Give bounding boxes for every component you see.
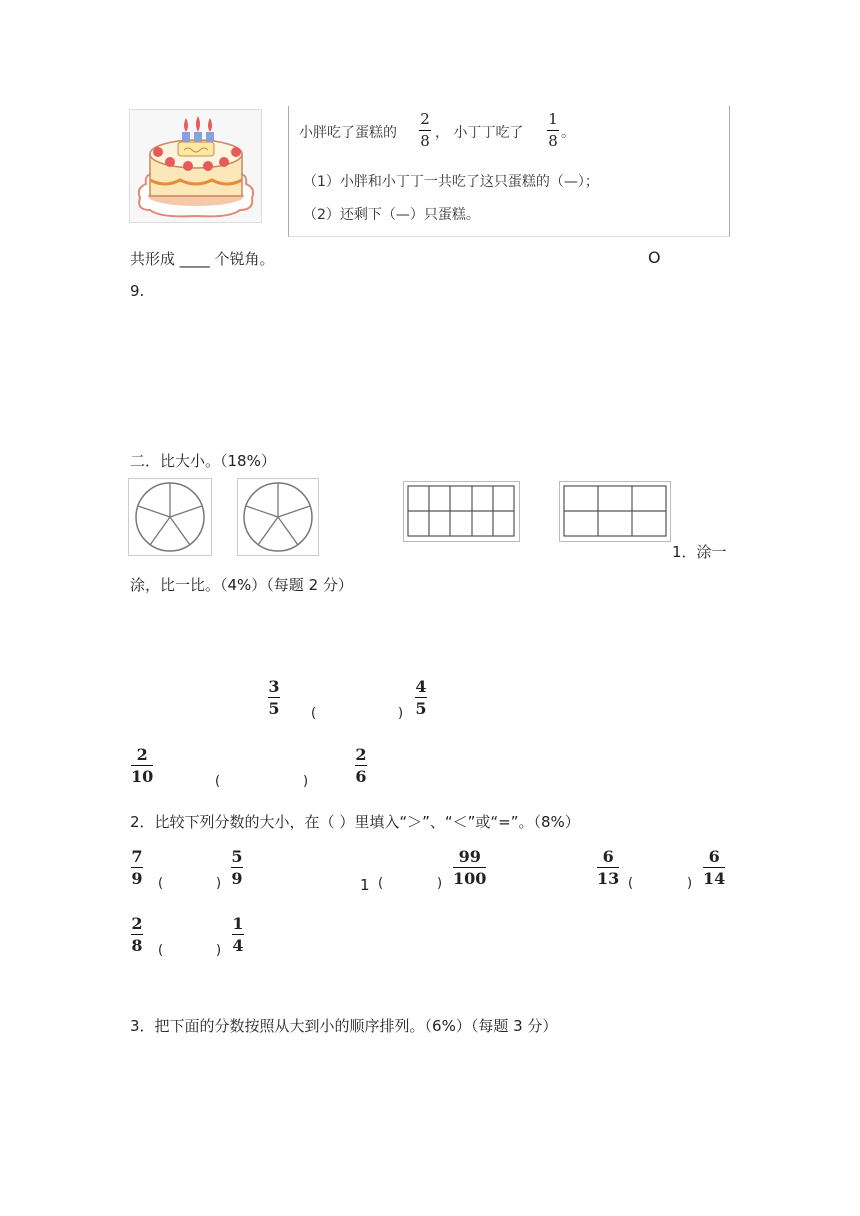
numerator: 2 <box>355 745 367 764</box>
intro-text-b: ， 小丁丁吃了 <box>435 125 524 141</box>
denominator: 8 <box>131 936 143 955</box>
fraction-2-6 <box>355 746 367 785</box>
denominator: 13 <box>597 869 620 888</box>
denominator: 9 <box>131 869 143 888</box>
answer-paren-open: ( <box>158 943 164 958</box>
denominator: 14 <box>703 869 726 888</box>
numerator: 2 <box>420 110 430 128</box>
cake-image <box>129 109 262 223</box>
fraction-4-5 <box>415 678 427 717</box>
problem-intro <box>299 122 397 142</box>
fraction-1-4 <box>232 915 244 954</box>
denominator: 5 <box>415 699 427 718</box>
denominator: 8 <box>420 132 430 150</box>
answer-paren-close: ) <box>303 774 309 789</box>
grid-figure-6 <box>559 481 671 542</box>
fraction-6-14 <box>703 848 725 887</box>
cake-problem-box <box>288 106 730 237</box>
acute-angle-line: 共形成 ____ 个锐角。 <box>130 250 275 268</box>
numerator: 6 <box>602 847 614 866</box>
question-1-label: 1．涂一 <box>672 543 727 561</box>
grid-figure-10 <box>403 481 520 542</box>
question-1-continued: 涂，比一比。（4%）（每题 2 分） <box>130 576 353 594</box>
fraction-1-8 <box>547 111 559 150</box>
answer-paren-open: ( <box>378 876 384 891</box>
numerator: 2 <box>131 914 143 933</box>
pie-figure-1 <box>128 478 212 556</box>
fraction-7-9 <box>131 848 143 887</box>
numerator: 6 <box>708 847 720 866</box>
integer-one: 1 <box>360 876 370 894</box>
fraction-2-10 <box>131 746 153 785</box>
section-2-title: 二．比大小。（18%） <box>130 452 276 470</box>
fraction-3-5 <box>268 678 280 717</box>
denominator: 9 <box>231 869 243 888</box>
numerator: 4 <box>415 677 427 696</box>
subquestion-1: （1）小胖和小丁丁一共吃了这只蛋糕的（—）； <box>303 174 599 190</box>
numerator: 5 <box>231 847 243 866</box>
denominator: 6 <box>355 767 367 786</box>
question-9-number: 9. <box>130 282 145 300</box>
question-3-text: 3．把下面的分数按照从大到小的顺序排列。（6%）（每题 3 分） <box>130 1017 558 1035</box>
denominator: 100 <box>453 869 487 888</box>
answer-paren-open: ( <box>311 706 317 721</box>
answer-paren-close: ) <box>687 876 693 891</box>
answer-paren-open: ( <box>215 774 221 789</box>
subquestion-2: （2）还剩下（—）只蛋糕。 <box>303 207 480 223</box>
answer-paren-close: ) <box>398 706 404 721</box>
answer-paren-open: ( <box>628 876 634 891</box>
numerator: 1 <box>232 914 244 933</box>
pie-figure-2 <box>237 478 319 556</box>
numerator: 99 <box>458 847 481 866</box>
answer-paren-close: ) <box>437 876 443 891</box>
answer-paren-close: ) <box>216 876 222 891</box>
numerator: 3 <box>268 677 280 696</box>
numerator: 2 <box>136 745 148 764</box>
denominator: 5 <box>268 699 280 718</box>
denominator: 4 <box>232 936 244 955</box>
intro-text: 小胖吃了蛋糕的 <box>299 125 397 141</box>
fraction-2-8 <box>419 111 431 150</box>
answer-paren-close: ) <box>216 943 222 958</box>
denominator: 8 <box>548 132 558 150</box>
fraction-5-9 <box>231 848 243 887</box>
intro-end: 。 <box>561 125 575 141</box>
fraction-2-8-compare <box>131 915 143 954</box>
fraction-6-13 <box>597 848 619 887</box>
numerator: 7 <box>131 847 143 866</box>
answer-paren-open: ( <box>158 876 164 891</box>
letter-o: O <box>648 248 661 267</box>
denominator: 10 <box>131 767 154 786</box>
fraction-99-100 <box>453 848 486 887</box>
question-2-text: 2．比较下列分数的大小，在（ ）里填入“＞”、“＜”或“=”。（8%） <box>130 813 580 831</box>
numerator: 1 <box>548 110 558 128</box>
